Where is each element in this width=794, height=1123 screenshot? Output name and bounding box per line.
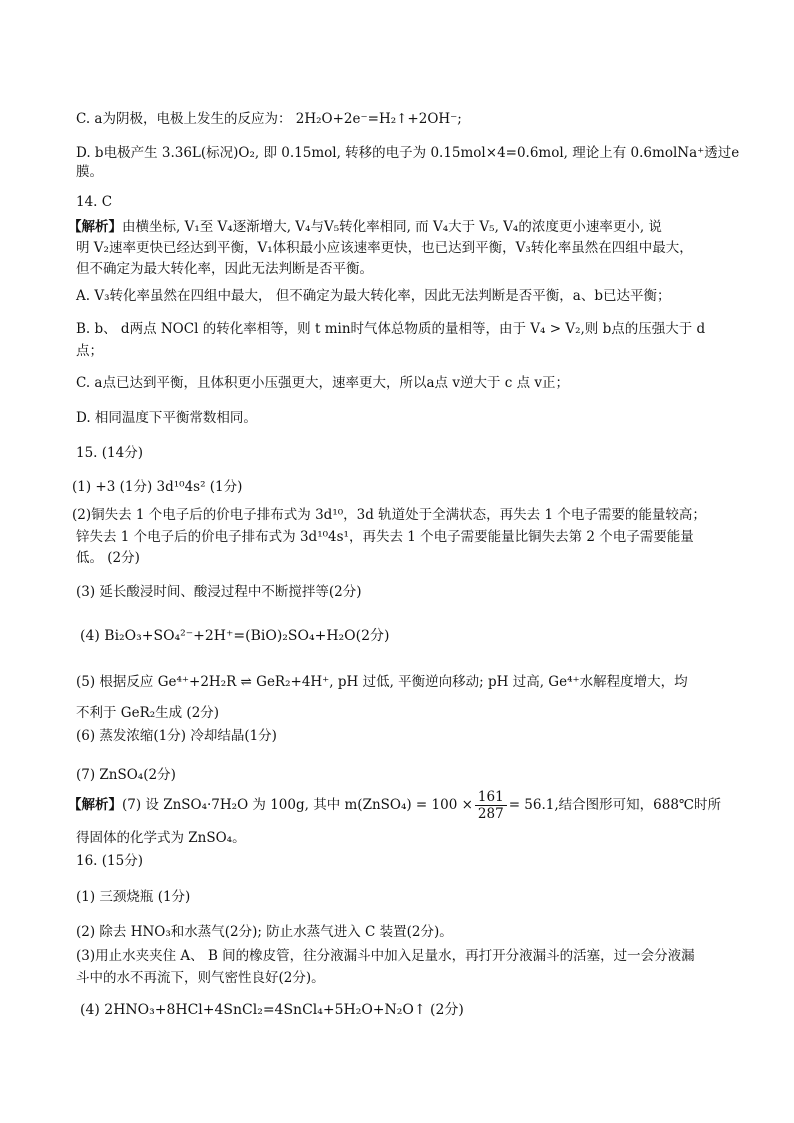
q14-option-c: C. a点已达到平衡，且体积更小压强更大，速率更大，所以a点 v逆大于 c 点 v正； (76, 375, 570, 391)
q15-part5-line1: (5) 根据反应 Ge⁴⁺+2H₂R ⇌ GeR₂+4H⁺, pH 过低, 平衡逆向移动; pH 过高, Ge⁴⁺水解程度增大，均 (76, 674, 688, 690)
q15-explanation-post: = 56.1,结合图形可知，688℃时所 (508, 797, 722, 813)
q15-explanation-line2: 得固体的化学式为 ZnSO₄。 (76, 830, 246, 846)
q15-explanation-line1 (68, 788, 734, 822)
explanation-tag: 【解析】 (68, 219, 122, 235)
q15-part2-line3: 低。 (2分) (76, 550, 140, 566)
q15-part3: (3) 延长酸浸时间、酸浸过程中不断搅拌等(2分) (76, 584, 362, 600)
fraction-numerator: 161 (475, 789, 507, 806)
q14-answer: 14. C (76, 194, 113, 210)
q15-part7: (7) ZnSO₄(2分) (76, 767, 176, 783)
q15-part5-line2: 不利于 GeR₂生成 (2分) (76, 705, 220, 721)
option-c: C. a为阴极，电极上发生的反应为： 2H₂O+2e⁻=H₂↑+2OH⁻; (76, 111, 462, 127)
q14-option-d: D. 相同温度下平衡常数相同。 (76, 410, 257, 426)
q14-option-a: A. V₃转化率虽然在四组中最大， 但不确定为最大转化率，因此无法判断是否平衡，a、b已达平衡； (76, 288, 671, 304)
q14-explanation-line3: 但不确定为最大转化率，因此无法判断是否平衡。 (76, 261, 373, 277)
q14-explanation-text: 由横坐标, V₁至 V₄逐渐增大, V₄与V₅转化率相同, 而 V₄大于 V₅, V₄的浓度更小速率更小, 说 (122, 219, 662, 235)
q16-part1: (1) 三颈烧瓶 (1分) (76, 889, 191, 905)
q15-part2-line1: (2)铜失去 1 个电子后的价电子排布式为 3d¹⁰，3d 轨道处于全满状态，再失去 1 个电子需要的能量较高； (72, 507, 706, 523)
q16-heading: 16. (15分) (76, 853, 143, 869)
q16-part4-equation: (4) 2HNO₃+8HCl+4SnCl₂=4SnCl₄+5H₂O+N₂O↑ (2分) (80, 1002, 464, 1018)
q16-part3-line1: (3)用止水夹夹住 A、 B 间的橡皮管，往分液漏斗中加入足量水，再打开分液漏斗的活塞，过一会分液漏 (76, 948, 695, 964)
q15-explanation-pre: (7) 设 ZnSO₄·7H₂O 为 100g, 其中 m(ZnSO₄) = 100 × (122, 797, 473, 813)
q16-part3-line2: 斗中的水不再流下，则气密性良好(2分)。 (76, 970, 325, 986)
q15-part6: (6) 蒸发浓缩(1分) 冷却结晶(1分) (76, 728, 277, 744)
q15-part1: (1) +3 (1分) 3d¹⁰4s² (1分) (72, 479, 243, 495)
option-d-line2: 膜。 (76, 164, 103, 180)
q14-option-b-line2: 点； (76, 343, 103, 359)
fraction-denominator: 287 (477, 806, 504, 822)
option-d-line1: D. b电极产生 3.36L(标况)O₂, 即 0.15mol, 转移的电子为 0.15mol×4=0.6mol, 理论上有 0.6molNa⁺透过e (76, 145, 740, 161)
q15-part2-line2: 锌失去 1 个电子后的价电子排布式为 3d¹⁰4s¹，再失去 1 个电子需要能量比铜失去第 2 个电子需要能量 (76, 529, 694, 545)
q14-explanation-line1 (68, 217, 734, 237)
q15-part4-equation: (4) Bi₂O₃+SO₄²⁻+2H⁺=(BiO)₂SO₄+H₂O(2分) (80, 628, 390, 644)
mass-fraction (475, 789, 507, 822)
q15-heading: 15. (14分) (76, 445, 143, 461)
q14-option-b-line1: B. b、 d两点 NOCl 的转化率相等，则 t min时气体总物质的量相等，由于 V₄ > V₂,则 b点的压强大于 d (76, 321, 706, 337)
explanation-tag: 【解析】 (68, 797, 122, 813)
q14-explanation-line2: 明 V₂速率更快已经达到平衡，V₁体积最小应该速率更快，也已达到平衡，V₃转化率虽然在四组中最大， (76, 240, 693, 256)
q16-part2: (2) 除去 HNO₃和水蒸气(2分); 防止水蒸气进入 C 装置(2分)。 (76, 924, 453, 940)
